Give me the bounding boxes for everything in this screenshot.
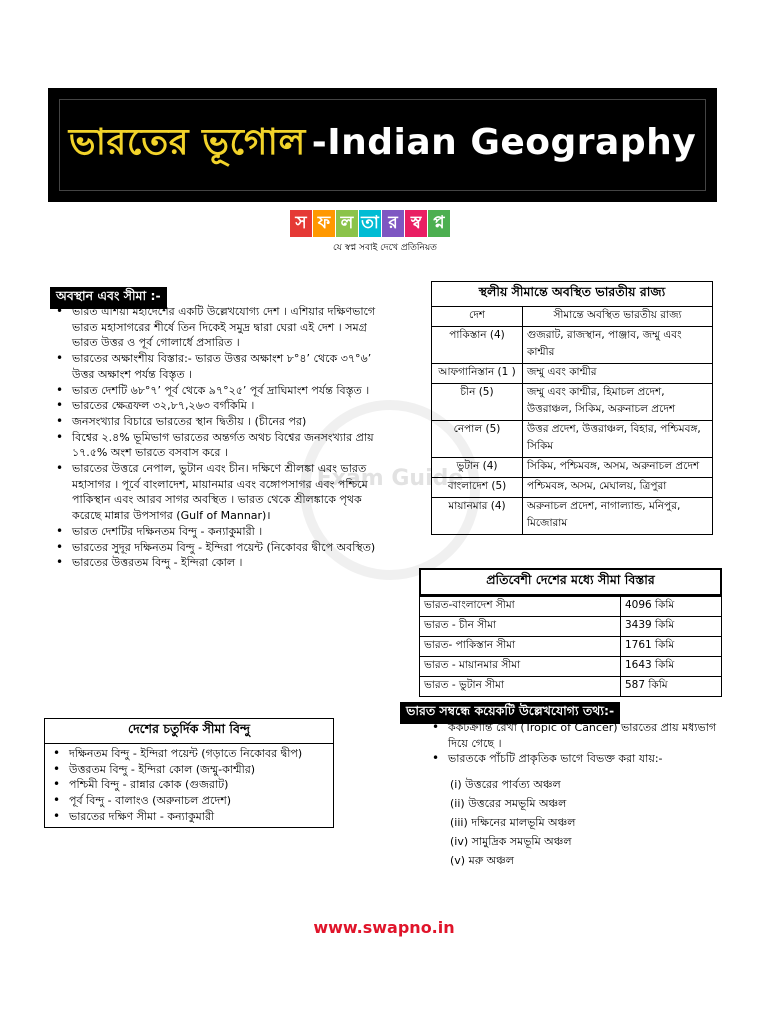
location-list-item: • ভারতের উত্তরতম বিন্দু - ইন্দিরা কোল । — [52, 555, 392, 571]
column-header-states: সীমান্তে অবস্থিত ভারতীয় রাজ্য — [523, 307, 713, 327]
facts-list-item: • কর্কটক্রান্তি রেখা (Tropic of Cancer) ভারতের প্রায় মধ্যভাগ দিয়ে গেছে । — [428, 720, 718, 751]
logo-tagline: যে স্বপ্ন সবাই দেখে প্রতিনিয়ত — [333, 243, 437, 253]
border-value-cell: 4096 কিমি — [621, 597, 722, 617]
extremes-list-item: • উত্তরতম বিন্দু - ইন্দিরা কোল (জম্মু-কাশ্মীর) — [49, 762, 333, 778]
division-item: (ii) উত্তরের সমভূমি অঞ্চল — [450, 797, 567, 810]
border-label-cell: ভারত - মায়ানমার সীমা — [420, 657, 621, 677]
divisions-list — [450, 775, 710, 870]
page-title — [69, 115, 696, 175]
watermark-text: Exam Guide — [316, 466, 464, 491]
states-cell: অরুনাচল প্রদেশ, নাগাল্যান্ড, মনিপুর, মিজোরাম — [523, 498, 713, 535]
table-row — [432, 478, 713, 498]
extremes-list-item: • দক্ষিনতম বিন্দু - ইন্দিরা পয়েন্ট (গড়াতে নিকোবর দ্বীপ) — [49, 746, 333, 762]
land-border-heading: স্থলীয় সীমান্তে অবস্থিত ভারতীয় রাজ্য — [431, 281, 713, 307]
logo-letter: স্ব — [405, 210, 427, 237]
extremes-list-item: • পশ্চিমী বিন্দু - রান্নার কোক (গুজরাট) — [49, 777, 333, 793]
border-label-cell: ভারত - ভুটান সীমা — [420, 677, 621, 697]
division-item: (i) উত্তরের পার্বত্য অঞ্চল — [450, 778, 561, 791]
site-logo — [290, 210, 451, 237]
border-label-cell: ভারত-বাংলাদেশ সীমা — [420, 597, 621, 617]
table-row — [420, 637, 722, 657]
extremes-list-item: • পূর্ব বিন্দু - বালাংও (অরুনাচল প্রদেশ) — [49, 793, 333, 809]
location-list-item: • ভারত দেশটির দক্ষিনতম বিন্দু - কন্যাকুমারী । — [52, 524, 392, 540]
country-cell: মায়ানমার (4) — [432, 498, 523, 535]
states-cell: সিকিম, পশ্চিমবঙ্গ, অসম, অরুনাচল প্রদেশ — [523, 458, 713, 478]
border-label-cell: ভারত- পাকিস্তান সীমা — [420, 637, 621, 657]
extremes-heading: দেশের চতুর্দিক সীমা বিন্দু — [44, 718, 334, 744]
country-cell: আফগানিস্তান (1 ) — [432, 364, 523, 384]
logo-letter: তা — [359, 210, 381, 237]
country-cell: ভুটান (4) — [432, 458, 523, 478]
division-item: (iii) দক্ষিনের মালভূমি অঞ্চল — [450, 816, 576, 829]
table-row — [432, 421, 713, 458]
location-list-item: • বিশ্বের ২.৪% ভূমিভাগ ভারতের অন্তর্গত অথচ বিশ্বের জনসংখ্যার প্রায় ১৭.৫% অংশ ভারতে বসবাস করে । — [52, 430, 392, 461]
country-cell: বাংলাদেশ (5) — [432, 478, 523, 498]
states-cell: জম্মু এবং কাশ্মীর — [523, 364, 713, 384]
page-title-bengali: ভারতের ভূগোল — [68, 122, 306, 163]
location-list-item: • ভারতের ক্ষেত্রফল ৩২,৮৭,২৬৩ বর্গকিমি । — [52, 398, 392, 414]
logo-letter: ল — [336, 210, 358, 237]
states-cell: উত্তর প্রদেশ, উত্তরাঞ্চল, বিহার, পশ্চিমবঙ্গ, সিকিম — [523, 421, 713, 458]
table-row — [432, 384, 713, 421]
division-item: (iv) সামুদ্রিক সমভূমি অঞ্চল — [450, 835, 572, 848]
table-row — [420, 617, 722, 637]
location-list-item: • ভারতের অক্ষাংশীয় বিস্তার:- ভারত উত্তর অক্ষাংশ ৮°৪’ থেকে ৩৭°৬’ উত্তর অক্ষাংশ পর্যন্ত বিস্তৃত । — [52, 351, 392, 382]
logo-letter: প্ন — [428, 210, 450, 237]
location-list-item: • জনসংখ্যার বিচারে ভারতের স্থান দ্বিতীয় । (চীনের পর) — [52, 414, 392, 430]
land-border-table-wrap — [431, 281, 713, 535]
states-cell: পশ্চিমবঙ্গ, অসম, মেঘালয়, ত্রিপুরা — [523, 478, 713, 498]
facts-list — [428, 720, 718, 767]
border-value-cell: 1643 কিমি — [621, 657, 722, 677]
section-facts-heading: ভারত সম্বন্ধে কয়েকটি উল্লেখযোগ্য তথ্য:- — [400, 700, 620, 724]
border-value-cell: 1761 কিমি — [621, 637, 722, 657]
location-list-item: • ভারতের উত্তরে নেপাল, ভুটান এবং চীন। দক্ষিণে শ্রীলঙ্কা এবং ভারত মহাসাগর । পূর্বে বাংলাদেশ, মায়ানমার এবং বঙ্গোপসাগর এবং পশ্চিমে পাকিস্থান এবং আরব সাগর অবস্থিত । ভারত থেকে শ্রীলঙ্কাকে পৃথক করেছে মান্নার উপসাগর (Gulf of Mannar)। — [52, 461, 392, 524]
table-row — [420, 677, 722, 697]
location-list-item: • ভারত দেশটি ৬৮°৭’ পূর্ব থেকে ৯৭°২৫’ পূর্ব দ্রাঘিমাংশ পর্যন্ত বিস্তৃত । — [52, 383, 392, 399]
page-title-english: -Indian Geography — [311, 122, 697, 163]
states-cell: গুজরাট, রাজস্থান, পাঞ্জাব, জম্মু এবং কাশ্মীর — [523, 327, 713, 364]
extremes-list — [49, 746, 333, 825]
logo-letter: ফ — [313, 210, 335, 237]
border-length-heading: প্রতিবেশী দেশের মধ্যে সীমা বিস্তার — [419, 568, 722, 596]
logo-letter: স — [290, 210, 312, 237]
extremes-list-item: • ভারতের দক্ষিণ সীমা - কন্যাকুমারী — [49, 809, 333, 825]
location-list-item: • ভারতের সুদূর দক্ষিনতম বিন্দু - ইন্দিরা পয়েন্ট (নিকোবর দ্বীপে অবস্থিত) — [52, 540, 392, 556]
border-value-cell: 3439 কিমি — [621, 617, 722, 637]
extremes-box — [44, 718, 334, 828]
country-cell: পাকিস্তান (4) — [432, 327, 523, 364]
land-border-table — [431, 306, 713, 535]
title-banner — [48, 88, 717, 202]
section-location-heading: অবস্থান এবং সীমা :- — [50, 285, 167, 309]
country-cell: চীন (5) — [432, 384, 523, 421]
logo-letter: র — [382, 210, 404, 237]
table-row — [432, 364, 713, 384]
location-list-item: • ভারত এশিয়া মহাদেশের একটি উল্লেখযোগ্য দেশ । এশিয়ার দক্ষিণভাগে ভারত মহাসাগরের শীর্ষে তিন দিকেই সমুদ্র দ্বারা ঘেরা এই দেশ । সমগ্র ভারত উত্তর ও পূর্ব গোলার্ধে প্রসারিত । — [52, 304, 392, 351]
country-cell: নেপাল (5) — [432, 421, 523, 458]
table-row — [420, 597, 722, 617]
border-label-cell: ভারত - চীন সীমা — [420, 617, 621, 637]
border-length-table-wrap — [419, 568, 722, 697]
column-header-country: দেশ — [432, 307, 523, 327]
table-row — [432, 458, 713, 478]
table-row — [432, 327, 713, 364]
border-length-table — [419, 596, 722, 697]
states-cell: জম্মু এবং কাশ্মীর, হিমাচল প্রদেশ, উত্তরাঞ্চল, সিকিম, অরুনাচল প্রদেশ — [523, 384, 713, 421]
division-item: (v) মরু অঞ্চল — [450, 854, 514, 867]
website-url: www.swapno.in — [313, 918, 455, 937]
border-value-cell: 587 কিমি — [621, 677, 722, 697]
facts-list-item: • ভারতকে পাঁচটি প্রাকৃতিক ভাগে বিভক্ত করা যায়:- — [428, 751, 718, 767]
table-row — [432, 498, 713, 535]
table-row — [420, 657, 722, 677]
location-list — [52, 304, 392, 571]
